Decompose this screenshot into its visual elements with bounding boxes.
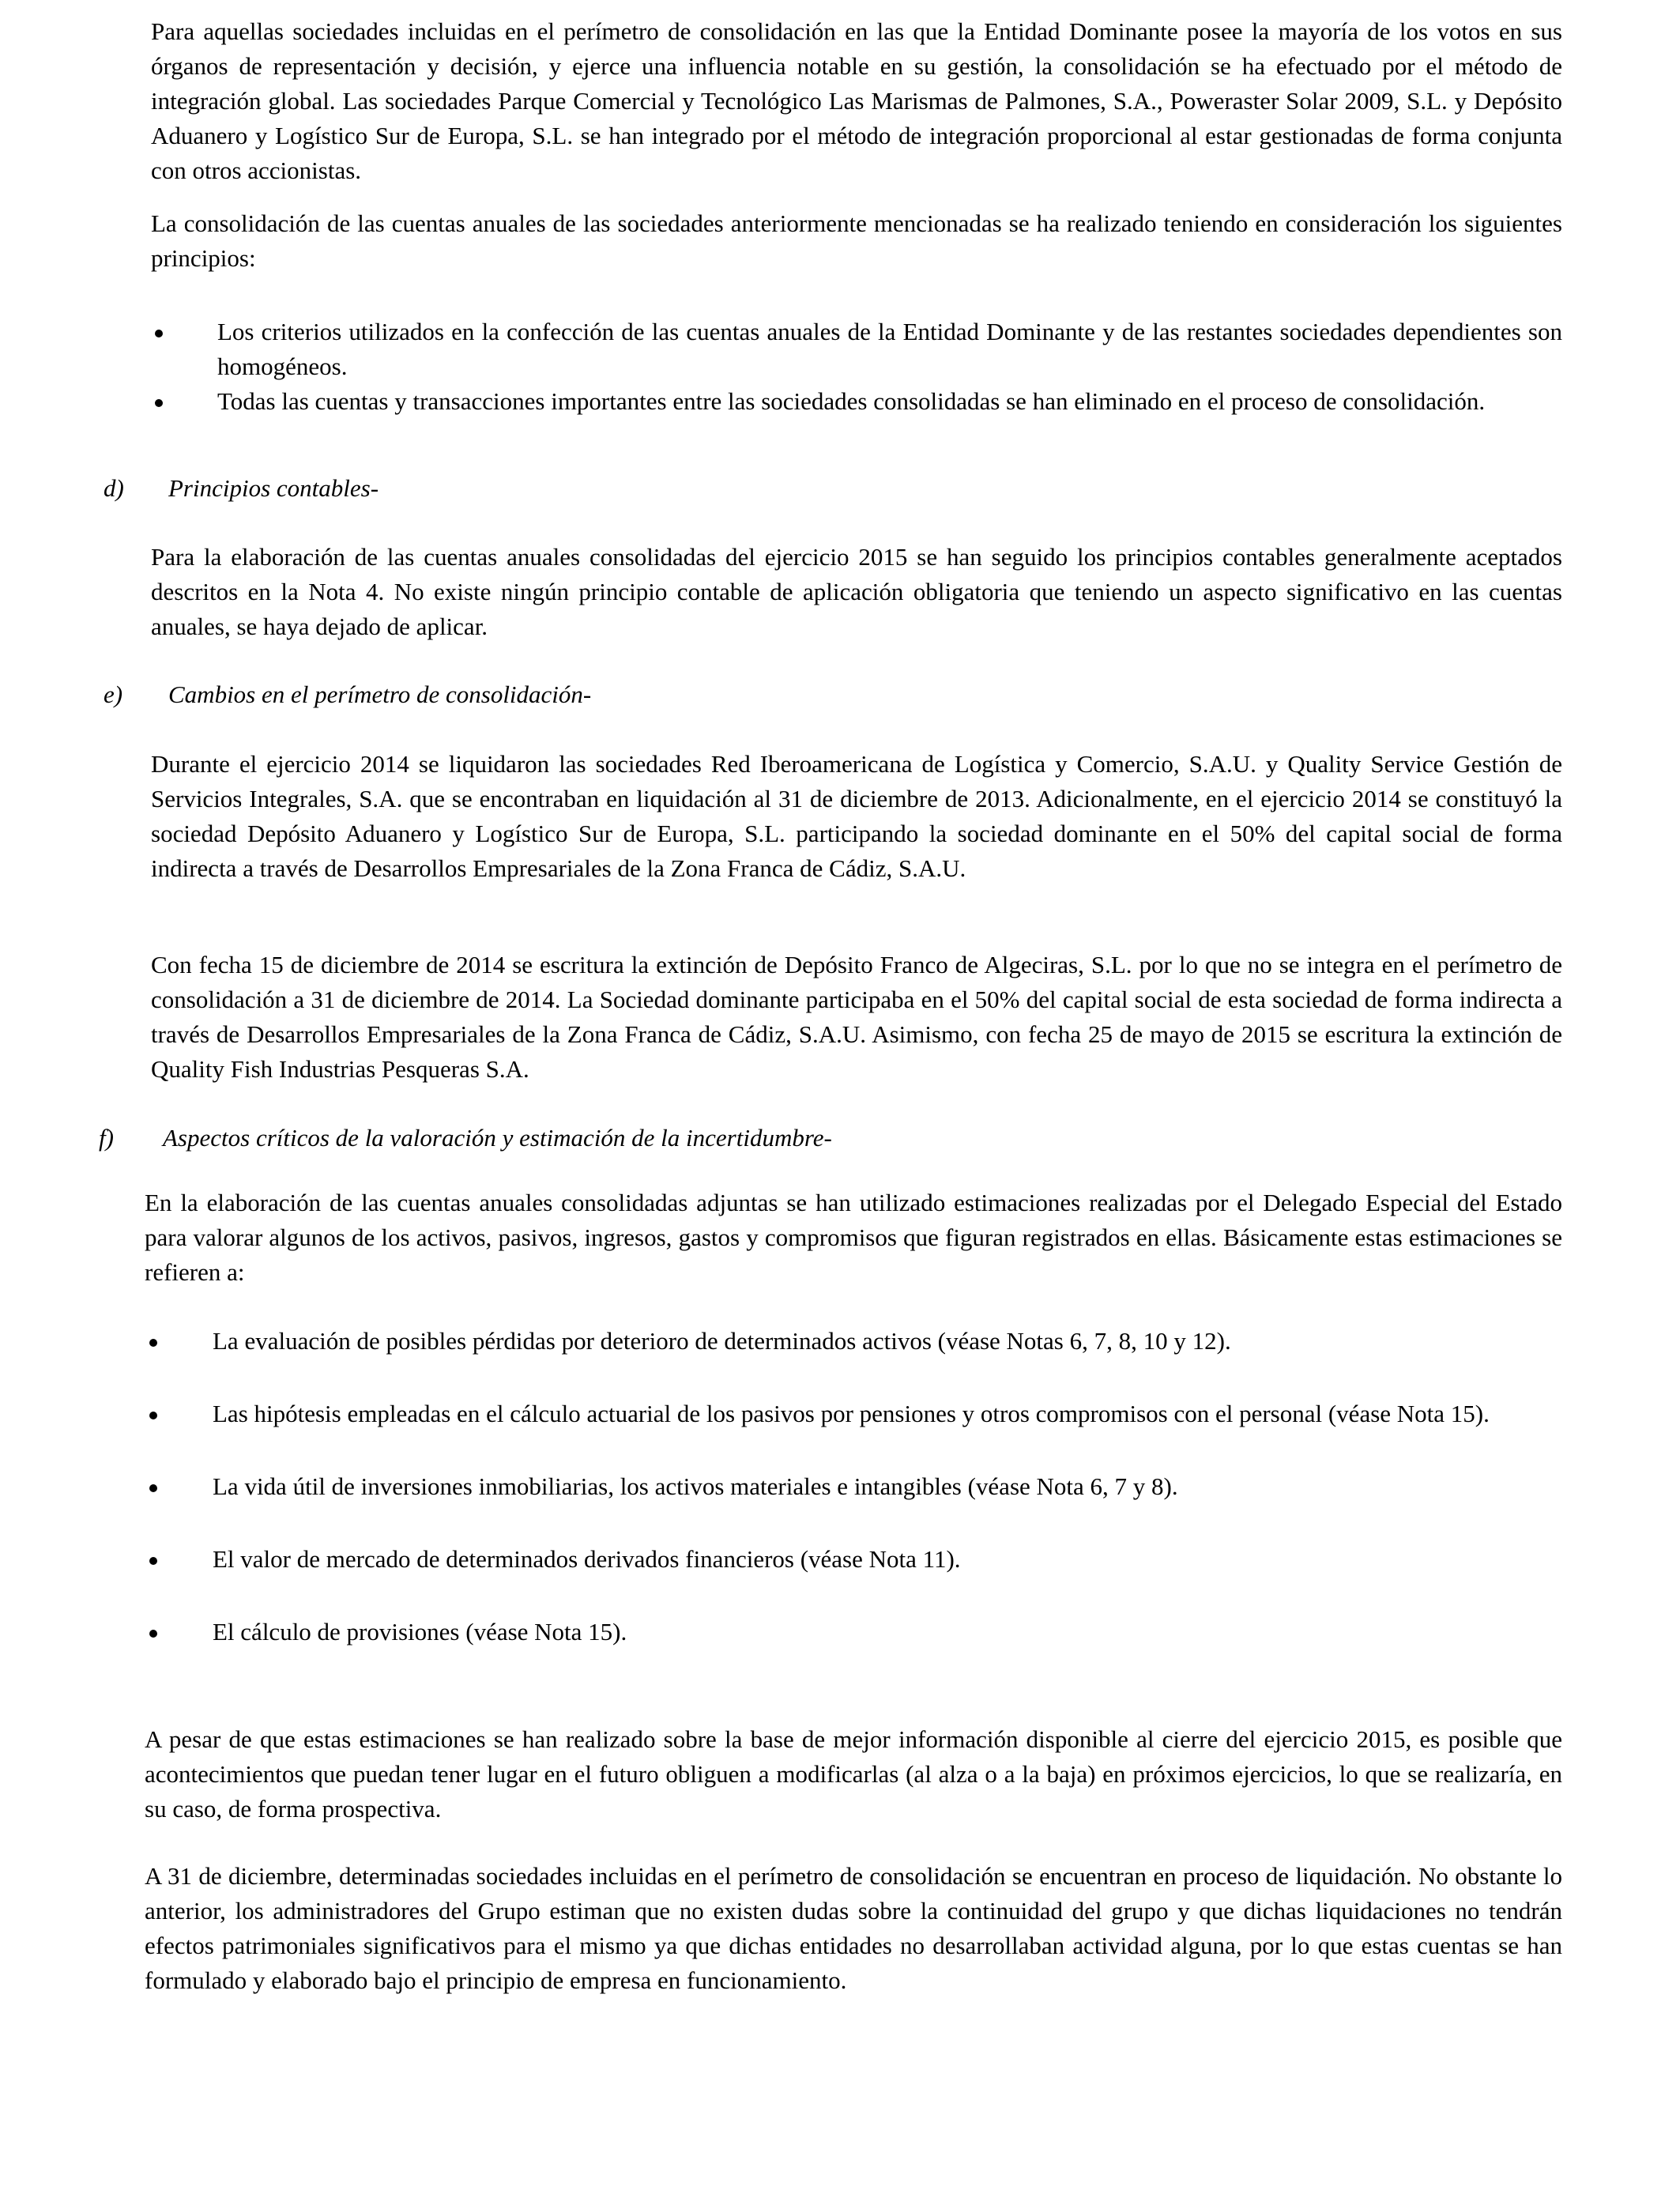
list-item-text: Todas las cuentas y transacciones importantes entre las sociedades consolidadas se han eliminado en el proceso de consolidación. — [217, 387, 1486, 415]
bullet-icon — [149, 1557, 157, 1565]
bullet-icon — [149, 1412, 157, 1419]
list-item — [145, 1397, 1562, 1431]
section-letter: e) — [104, 680, 123, 708]
list-item-text: El cálculo de provisiones (véase Nota 15). — [213, 1618, 627, 1646]
paragraph-accounting-principles: Para la elaboración de las cuentas anuales consolidadas del ejercicio 2015 se han seguido los principios contables generalmente aceptados descritos en la Nota 4. No existe ningún principio contable de aplicación obligatoria que teniendo un aspecto significativo en las cuentas anuales, se haya dejado de aplicar. — [151, 543, 1562, 640]
list-item-text: Los criterios utilizados en la confección de las cuentas anuales de la Entidad Dominante y de las restantes sociedades dependientes son homogéneos. — [217, 318, 1562, 380]
section-title: Aspectos críticos de la valoración y estimación de la incertidumbre- — [163, 1124, 832, 1152]
bullet-icon — [149, 1484, 157, 1492]
list-item-text: Las hipótesis empleadas en el cálculo actuarial de los pasivos por pensiones y otros compromisos con el personal (véase Nota 15). — [213, 1400, 1490, 1427]
paragraph-consolidation-methods: Para aquellas sociedades incluidas en el perímetro de consolidación en las que la Entidad Dominante posee la mayoría de los votos en sus órganos de representación y decisión, y ejerce una influencia notable en su gestión, la consolidación se ha efectuado por el método de integración global. Las sociedades Parque Comercial y Tecnológico Las Marismas de Palmones, S.A., Poweraster Solar 2009, S.L. y Depósito Aduanero y Logístico Sur de Europa, S.L. se han integrado por el método de integración proporcional al estar gestionadas de forma conjunta con otros accionistas. — [151, 17, 1562, 184]
paragraph-going-concern: A 31 de diciembre, determinadas sociedades incluidas en el perímetro de consolidación se encuentran en proceso de liquidación. No obstante lo anterior, los administradores del Grupo estiman que no existen dudas sobre la continuidad del grupo y que dichas liquidaciones no tendrán efectos patrimoniales significativos para el mismo ya que dichas entidades no desarrollaban actividad alguna, por lo que estas cuentas se han formulado y elaborado bajo el principio de empresa en funcionamiento. — [145, 1862, 1562, 1994]
paragraph-perimeter-changes-1: Durante el ejercicio 2014 se liquidaron las sociedades Red Iberoamericana de Logística y Comercio, S.A.U. y Quality Service Gestión de Servicios Integrales, S.A. que se encontraban en liquidación al 31 de diciembre de 2013. Adicionalmente, en el ejercicio 2014 se constituyó la sociedad Depósito Aduanero y Logístico Sur de Europa, S.L. participando la sociedad dominante en el 50% del capital social de forma indirecta a través de Desarrollos Empresariales de la Zona Franca de Cádiz, S.A.U. — [151, 750, 1562, 882]
list-item-text: La vida útil de inversiones inmobiliarias, los activos materiales e intangibles (véase Nota 6, 7 y 8). — [213, 1472, 1178, 1500]
section-letter: d) — [104, 474, 124, 502]
paragraph-consolidation-principles-intro: La consolidación de las cuentas anuales de las sociedades anteriormente mencionadas se ha realizado teniendo en consideración los siguientes principios: — [151, 209, 1562, 272]
section-letter: f) — [99, 1124, 114, 1152]
principles-list — [151, 315, 1562, 419]
paragraph-estimates-caveat: A pesar de que estas estimaciones se han realizado sobre la base de mejor información disponible al cierre del ejercicio 2015, es posible que acontecimientos que puedan tener lugar en el futuro obliguen a modificarlas (al alza o a la baja) en próximos ejercicios, lo que se realizaría, en su caso, de forma prospectiva. — [145, 1725, 1562, 1823]
list-item-text: El valor de mercado de determinados derivados financieros (véase Nota 11). — [213, 1545, 961, 1573]
list-item — [145, 1469, 1562, 1504]
section-title: Cambios en el perímetro de consolidación- — [168, 680, 592, 708]
section-heading-e — [104, 677, 591, 712]
list-item — [151, 384, 1562, 419]
section-heading-d — [104, 471, 379, 506]
paragraph-perimeter-changes-2: Con fecha 15 de diciembre de 2014 se escritura la extinción de Depósito Franco de Algeciras, S.L. por lo que no se integra en el perímetro de consolidación a 31 de diciembre de 2014. La Sociedad dominante participaba en el 50% del capital social de esta sociedad de forma indirecta a través de Desarrollos Empresariales de la Zona Franca de Cádiz, S.A.U. Asimismo, con fecha 25 de mayo de 2015 se escritura la extinción de Quality Fish Industrias Pesqueras S.A. — [151, 951, 1562, 1083]
bullet-icon — [149, 1630, 157, 1638]
paragraph-estimates-intro: En la elaboración de las cuentas anuales consolidadas adjuntas se han utilizado estimaciones realizadas por el Delegado Especial del Estado para valorar algunos de los activos, pasivos, ingresos, gastos y compromisos que figuran registrados en ellas. Básicamente estas estimaciones se refieren a: — [145, 1189, 1562, 1286]
section-title: Principios contables- — [168, 474, 379, 502]
list-item-text: La evaluación de posibles pérdidas por deterioro de determinados activos (véase Notas 6, 7, 8, 10 y 12). — [213, 1327, 1231, 1355]
bullet-icon — [155, 399, 163, 407]
list-item — [145, 1615, 1562, 1649]
estimates-list — [145, 1324, 1562, 1649]
list-item — [145, 1542, 1562, 1577]
bullet-icon — [149, 1339, 157, 1347]
section-heading-f — [99, 1121, 832, 1155]
bullet-icon — [155, 330, 163, 337]
list-item — [145, 1324, 1562, 1359]
list-item — [151, 315, 1562, 384]
